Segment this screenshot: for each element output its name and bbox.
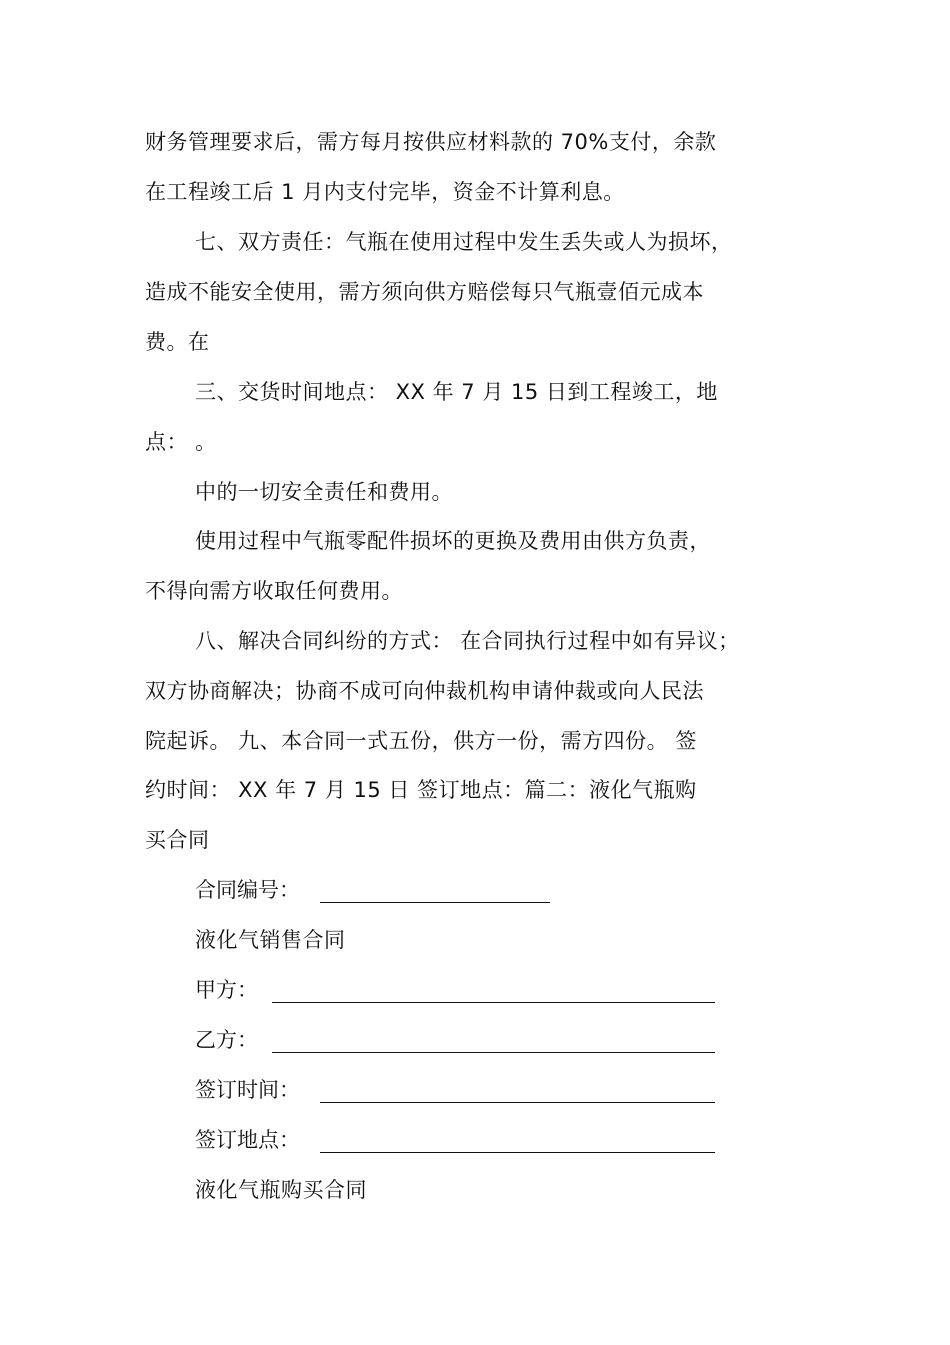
paragraph-line: 费。在: [145, 330, 210, 354]
sign-time-blank: [320, 1102, 715, 1103]
contract-number-blank: [320, 902, 550, 903]
paragraph-line: 约时间： XX 年 7 月 15 日 签订地点：篇二：液化气瓶购: [145, 778, 697, 802]
contract-number-label: 合同编号：: [195, 878, 300, 902]
sign-place-blank: [320, 1152, 715, 1153]
paragraph-line: 买合同: [145, 828, 210, 852]
paragraph-line: 点： 。: [145, 430, 217, 454]
paragraph-line: 八、解决合同纠纷的方式： 在合同执行过程中如有异议；: [195, 629, 740, 653]
sales-contract-title: 液化气销售合同: [195, 928, 346, 952]
paragraph-line: 造成不能安全使用，需方须向供方赔偿每只气瓶壹佰元成本: [145, 280, 704, 304]
party-a-blank: [272, 1002, 715, 1003]
sign-time-label: 签订时间：: [195, 1078, 300, 1102]
paragraph-line: 七、双方责任：气瓶在使用过程中发生丢失或人为损坏，: [195, 230, 733, 254]
sign-place-label: 签订地点：: [195, 1128, 300, 1152]
paragraph-line: 三、交货时间地点： XX 年 7 月 15 日到工程竣工，地: [195, 380, 718, 404]
paragraph-line: 院起诉。 九、本合同一式五份，供方一份，需方四份。 签: [145, 729, 697, 753]
paragraph-line: 中的一切安全责任和费用。: [195, 480, 453, 504]
paragraph-line: 在工程竣工后 1 月内支付完毕，资金不计算利息。: [145, 180, 625, 204]
party-b-label: 乙方：: [195, 1028, 258, 1052]
paragraph-line: 双方协商解决；协商不成可向仲裁机构申请仲裁或向人民法: [145, 679, 704, 703]
party-a-label: 甲方：: [195, 978, 258, 1002]
paragraph-line: 使用过程中气瓶零配件损坏的更换及费用由供方负责，: [195, 529, 711, 553]
purchase-contract-title: 液化气瓶购买合同: [195, 1178, 367, 1202]
paragraph-line: 财务管理要求后，需方每月按供应材料款的 70%支付，余款: [145, 130, 717, 154]
paragraph-line: 不得向需方收取任何费用。: [145, 579, 403, 603]
party-b-blank: [272, 1052, 715, 1053]
